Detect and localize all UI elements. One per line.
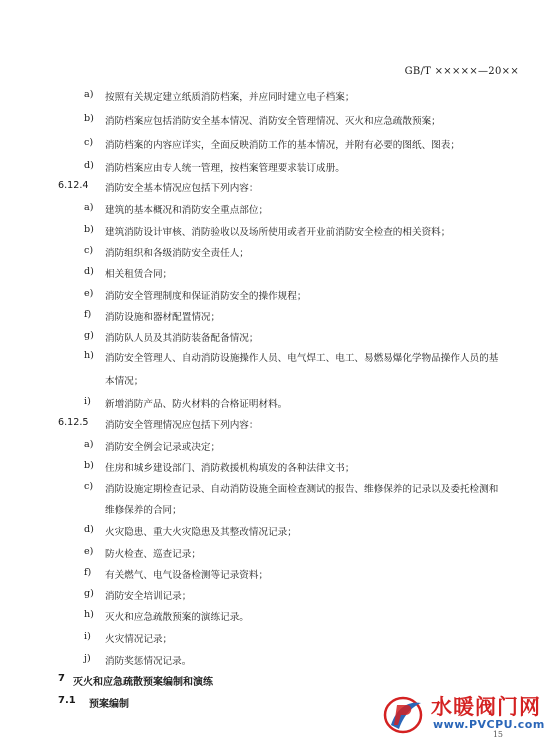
item-label: i) — [84, 396, 91, 407]
item-text: 消防安全培训记录； — [105, 591, 192, 602]
item-text: 消防安全管理人、自动消防设施操作人员、电气焊工、电工、易燃易爆化学物品操作人员的基 — [105, 353, 499, 364]
item-text: 相关租赁合同； — [105, 269, 173, 280]
item-label: d) — [84, 266, 94, 277]
item-label: c) — [84, 137, 94, 148]
item-label: a) — [84, 439, 94, 450]
subsection-number: 7.1 — [58, 695, 76, 706]
item-text: 消防安全例会记录或决定； — [105, 442, 221, 453]
item-text: 消防档案的内容应详实，全面反映消防工作的基本情况，并附有必要的图纸、图表； — [105, 140, 460, 151]
chapter-title: 灭火和应急疏散预案编制和演练 — [73, 677, 213, 688]
item-label: f) — [84, 309, 92, 320]
item-text: 火灾隐患、重大火灾隐患及其整改情况记录； — [105, 527, 297, 538]
watermark-url: www.PVCPU.com — [433, 718, 545, 731]
item-label: c) — [84, 245, 94, 256]
section-number: 6.12.5 — [58, 417, 89, 428]
item-text: 消防队人员及其消防装备配备情况； — [105, 333, 259, 344]
item-label: h) — [84, 350, 94, 361]
item-text: 消防档案应由专人统一管理，按档案管理要求装订成册。 — [105, 163, 345, 174]
item-label: g) — [84, 330, 94, 341]
item-label: g) — [84, 588, 94, 599]
chapter-number: 7 — [58, 673, 65, 684]
item-text: 灭火和应急疏散预案的演练记录。 — [105, 612, 249, 623]
item-label: d) — [84, 524, 94, 535]
item-label: b) — [84, 224, 94, 235]
subsection-title: 预案编制 — [89, 699, 129, 710]
item-text: 防火检查、巡查记录； — [105, 549, 201, 560]
standard-number: GB/T ×××××—20×× — [404, 66, 519, 77]
item-text: 消防设施定期检查记录、自动消防设施全面检查测试的报告、维修保养的记录以及委托检测和 — [105, 484, 499, 495]
item-text: 新增消防产品、防火材料的合格证明材料。 — [105, 399, 288, 410]
item-text: 消防档案应包括消防安全基本情况、消防安全管理情况、灭火和应急疏散预案； — [105, 116, 441, 127]
item-text-continuation: 维修保养的合同； — [105, 505, 182, 516]
item-text: 消防设施和器材配置情况； — [105, 312, 221, 323]
item-text: 消防安全管理制度和保证消防安全的操作规程； — [105, 291, 307, 302]
item-label: a) — [84, 89, 94, 100]
item-label: j) — [84, 653, 91, 664]
item-label: b) — [84, 460, 94, 471]
item-label: f) — [84, 567, 92, 578]
item-label: e) — [84, 546, 94, 557]
item-label: a) — [84, 202, 94, 213]
item-text: 有关燃气、电气设备检测等记录资料； — [105, 570, 269, 581]
item-text: 按照有关规定建立纸质消防档案，并应同时建立电子档案； — [105, 92, 355, 103]
item-label: e) — [84, 288, 94, 299]
item-label: h) — [84, 609, 94, 620]
item-label: i) — [84, 631, 91, 642]
item-label: c) — [84, 481, 94, 492]
item-label: d) — [84, 160, 94, 171]
section-title: 消防安全管理情况应包括下列内容： — [105, 420, 259, 431]
item-text: 消防奖惩情况记录。 — [105, 656, 192, 667]
item-text: 建筑的基本概况和消防安全重点部位； — [105, 205, 269, 216]
site-watermark — [383, 689, 549, 740]
section-number: 6.12.4 — [58, 180, 89, 191]
page-number: 15 — [492, 730, 503, 739]
item-label: b) — [84, 113, 94, 124]
item-text: 火灾情况记录； — [105, 634, 173, 645]
watermark-title: 水暖阀门网 — [431, 695, 541, 719]
section-title: 消防安全基本情况应包括下列内容： — [105, 183, 259, 194]
watermark-logo-icon — [383, 695, 427, 735]
item-text: 建筑消防设计审核、消防验收以及场所使用或者开业前消防安全检查的相关资料； — [105, 227, 451, 238]
item-text: 住房和城乡建设部门、消防救援机构填发的各种法律文书； — [105, 463, 355, 474]
item-text-continuation: 本情况； — [105, 376, 144, 387]
item-text: 消防组织和各级消防安全责任人； — [105, 248, 249, 259]
